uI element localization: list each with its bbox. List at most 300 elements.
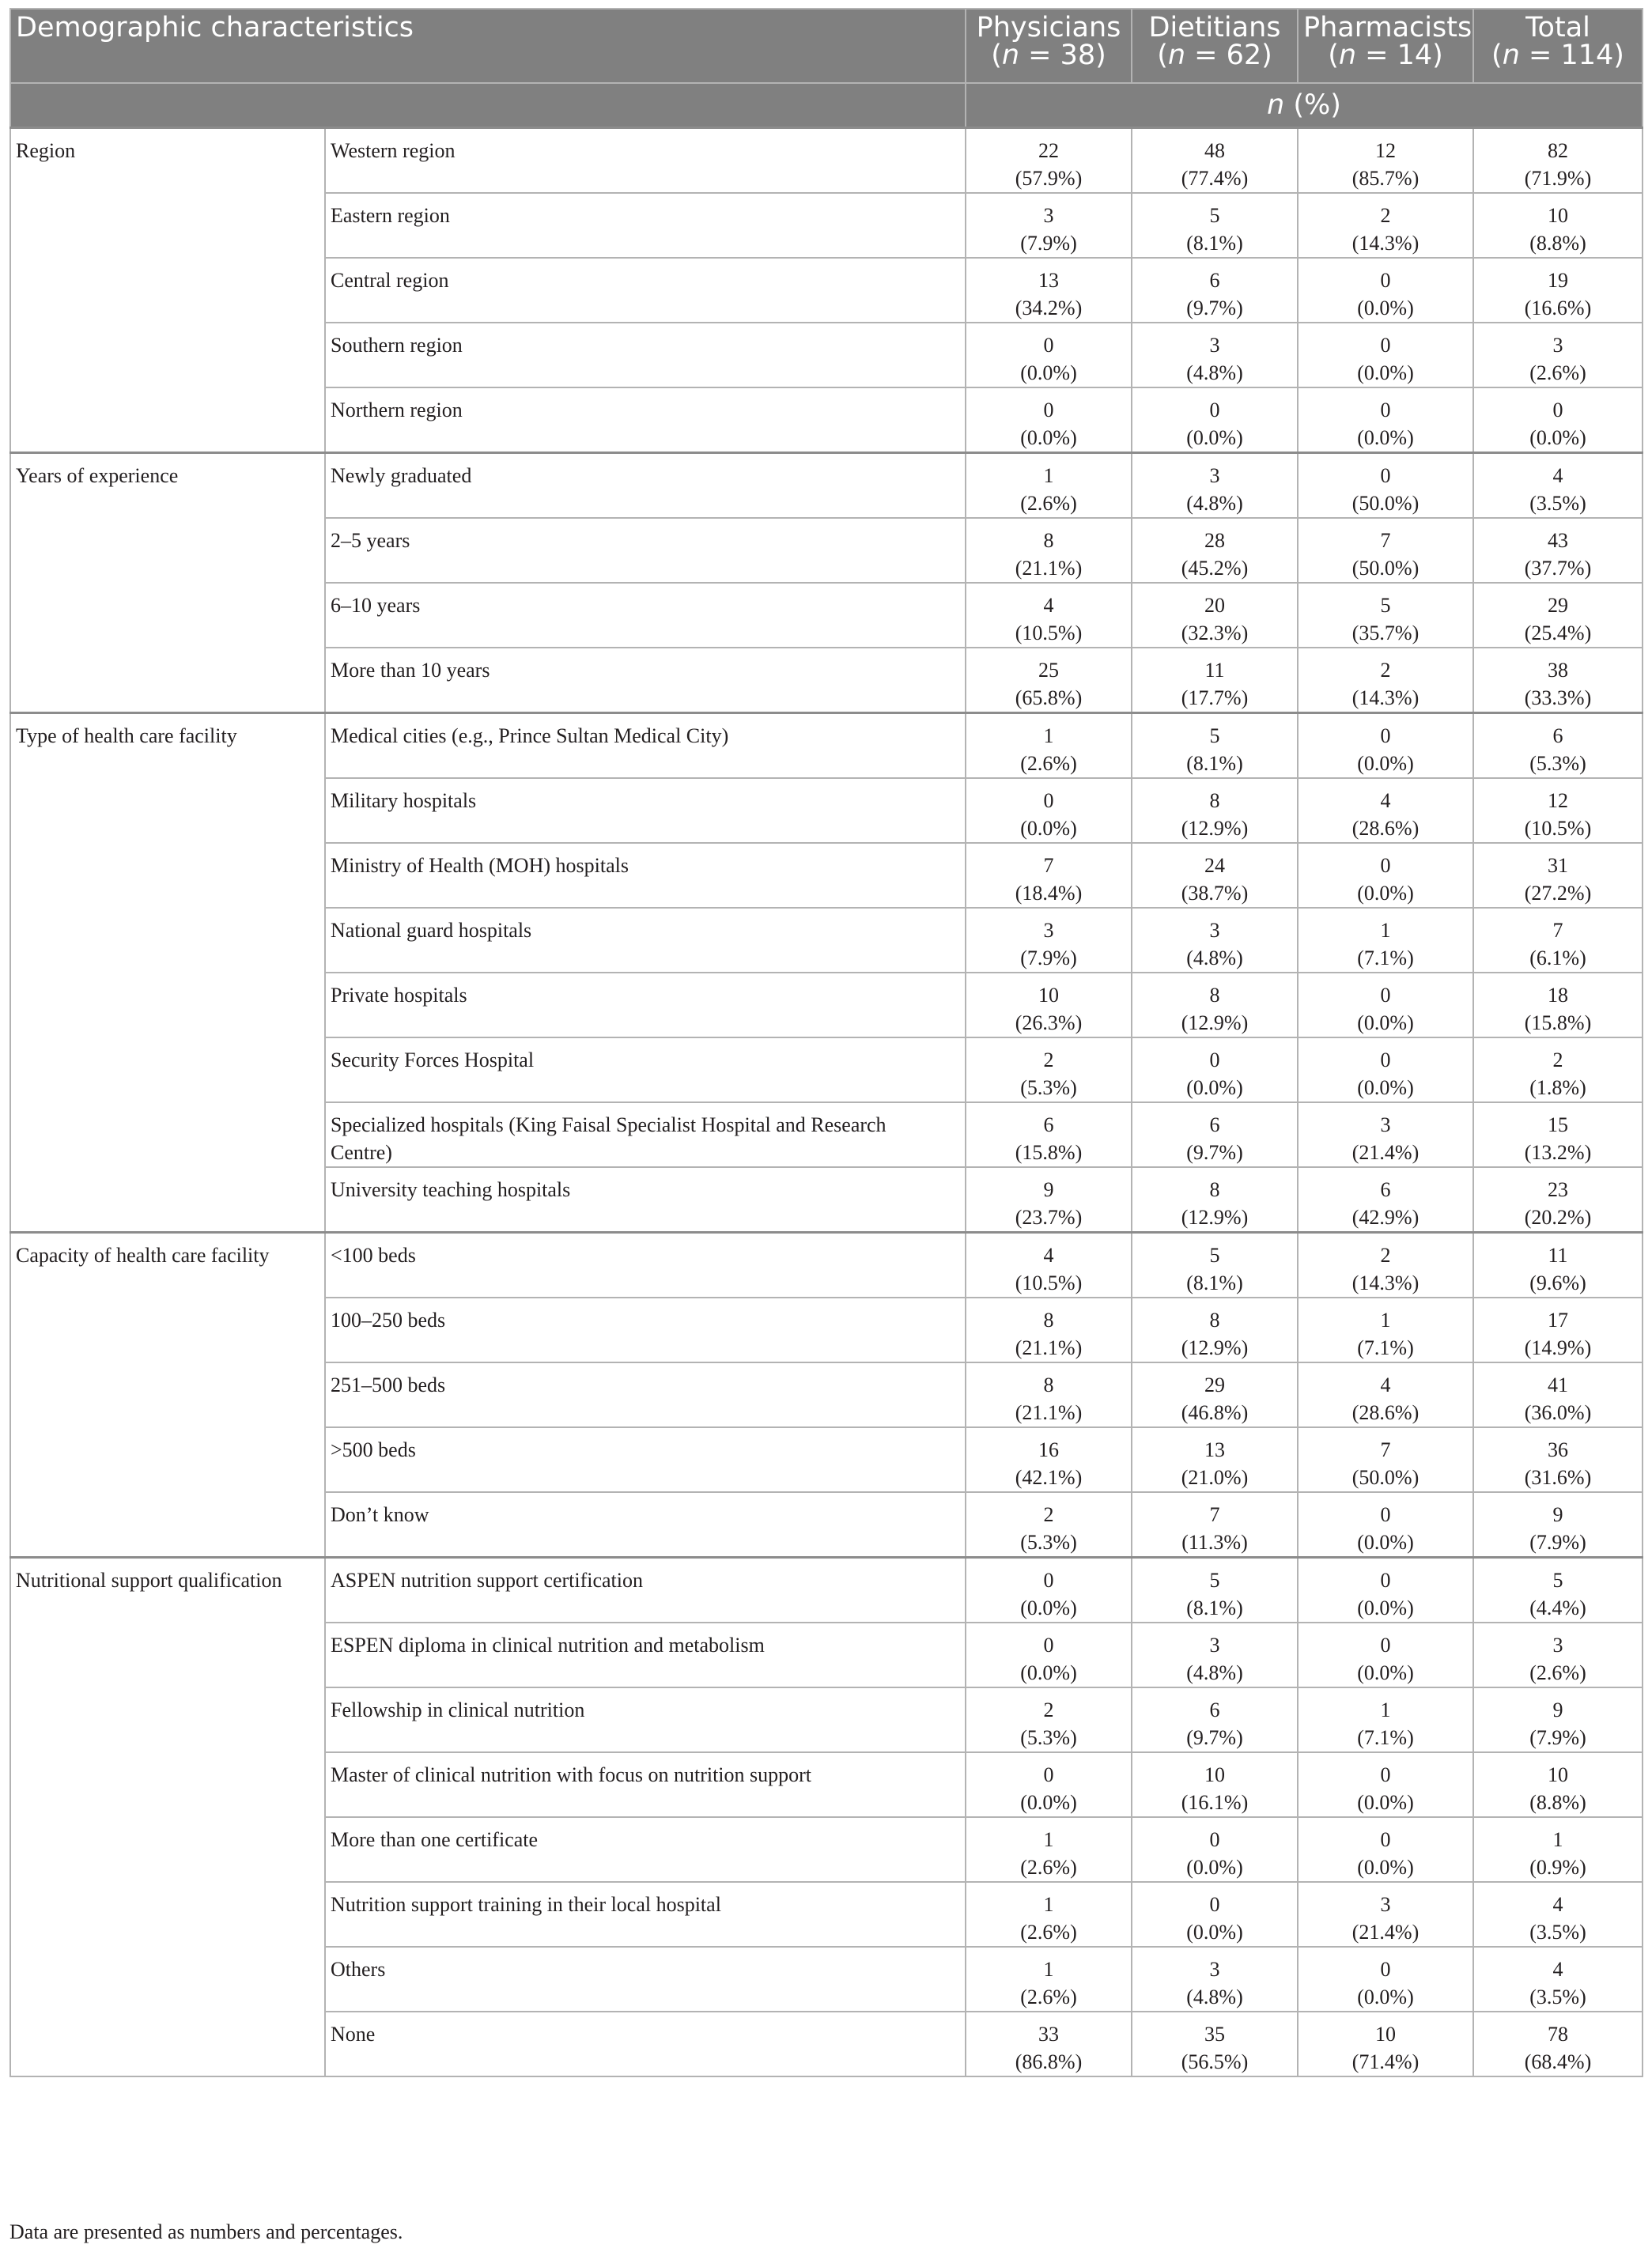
percent-value: (0.0%) — [1357, 297, 1414, 319]
percent-value: (7.1%) — [1357, 1726, 1414, 1749]
row-label: More than one certificate — [325, 1817, 966, 1882]
value-cell — [1132, 1167, 1298, 1233]
row-label: Fellowship in clinical nutrition — [325, 1687, 966, 1752]
count-value: 4 — [1552, 464, 1563, 487]
percent-value: (3.5%) — [1529, 492, 1586, 515]
count-value: 0 — [1043, 1763, 1054, 1786]
table-body — [10, 128, 1643, 2077]
count-value: 2 — [1380, 659, 1391, 682]
value-cell — [966, 258, 1132, 323]
value-cell — [1298, 387, 1473, 453]
percent-value: (0.0%) — [1357, 1531, 1414, 1554]
count-value: 0 — [1209, 1893, 1220, 1916]
percent-value: (33.3%) — [1524, 686, 1592, 709]
count-value: 20 — [1204, 594, 1225, 617]
percent-value: (0.0%) — [1020, 426, 1077, 449]
count-value: 5 — [1209, 724, 1220, 747]
value-cell — [966, 1037, 1132, 1102]
percent-value: (2.6%) — [1529, 1661, 1586, 1684]
percent-value: (0.0%) — [1357, 1791, 1414, 1814]
count-value: 23 — [1548, 1178, 1568, 1201]
percent-value: (86.8%) — [1015, 2050, 1083, 2073]
percent-value: (37.7%) — [1524, 557, 1592, 580]
percent-value: (5.3%) — [1529, 752, 1586, 775]
row-label: Don’t know — [325, 1492, 966, 1558]
count-value: 29 — [1548, 594, 1568, 617]
value-cell — [966, 323, 1132, 387]
value-cell — [1298, 518, 1473, 583]
percent-value: (15.8%) — [1015, 1141, 1083, 1164]
percent-value: (2.6%) — [1020, 492, 1077, 515]
value-cell — [966, 1558, 1132, 1623]
count-value: 8 — [1043, 1373, 1054, 1396]
percent-value: (56.5%) — [1181, 2050, 1249, 2073]
value-cell — [966, 1623, 1132, 1687]
value-cell — [1473, 583, 1643, 648]
count-value: 3 — [1552, 1634, 1563, 1657]
value-cell — [966, 1947, 1132, 2012]
value-cell — [1473, 1558, 1643, 1623]
percent-value: (0.0%) — [1357, 426, 1414, 449]
percent-value: (77.4%) — [1181, 167, 1249, 190]
count-value: 28 — [1204, 529, 1225, 552]
value-cell — [1298, 1492, 1473, 1558]
value-cell — [1473, 1752, 1643, 1817]
percent-value: (10.5%) — [1524, 817, 1592, 840]
count-value: 17 — [1548, 1309, 1568, 1332]
count-value: 16 — [1038, 1438, 1059, 1461]
value-cell — [1473, 387, 1643, 453]
value-cell — [1298, 323, 1473, 387]
count-value: 7 — [1209, 1503, 1220, 1526]
percent-value: (4.8%) — [1186, 361, 1243, 384]
value-cell — [1298, 2012, 1473, 2076]
percent-value: (71.4%) — [1351, 2050, 1420, 2073]
value-cell — [1298, 1167, 1473, 1233]
value-cell — [1473, 453, 1643, 519]
value-cell — [966, 1687, 1132, 1752]
percent-value: (38.7%) — [1181, 882, 1249, 905]
value-cell — [966, 778, 1132, 843]
value-cell — [1473, 2012, 1643, 2076]
percent-value: (65.8%) — [1015, 686, 1083, 709]
row-label: National guard hospitals — [325, 908, 966, 973]
row-label: Military hospitals — [325, 778, 966, 843]
count-value: 1 — [1043, 1893, 1054, 1916]
value-cell — [966, 193, 1132, 258]
percent-value: (0.0%) — [1357, 1986, 1414, 2008]
unit-label: n (%) — [966, 83, 1643, 128]
count-value: 1 — [1380, 1698, 1391, 1721]
count-value: 3 — [1380, 1113, 1391, 1136]
percent-value: (46.8%) — [1181, 1401, 1249, 1424]
value-cell — [966, 1102, 1132, 1167]
count-value: 6 — [1209, 1113, 1220, 1136]
percent-value: (21.4%) — [1351, 1921, 1420, 1944]
value-cell — [1473, 1233, 1643, 1298]
percent-value: (50.0%) — [1351, 557, 1420, 580]
header-physicians: Physicians (n = 38) — [966, 9, 1132, 83]
row-label: Central region — [325, 258, 966, 323]
value-cell — [1473, 128, 1643, 194]
percent-value: (20.2%) — [1524, 1206, 1592, 1229]
value-cell — [1298, 1623, 1473, 1687]
count-value: 8 — [1209, 1178, 1220, 1201]
value-cell — [966, 1298, 1132, 1362]
percent-value: (0.0%) — [1020, 1791, 1077, 1814]
value-cell — [966, 1752, 1132, 1817]
value-cell — [1132, 1037, 1298, 1102]
table-row — [10, 128, 1643, 194]
percent-value: (12.9%) — [1181, 1011, 1249, 1034]
value-cell — [966, 1362, 1132, 1427]
value-cell — [1473, 1687, 1643, 1752]
count-value: 0 — [1380, 1828, 1391, 1851]
count-value: 3 — [1552, 334, 1563, 357]
value-cell — [1473, 193, 1643, 258]
count-value: 3 — [1209, 919, 1220, 942]
value-cell — [1473, 518, 1643, 583]
percent-value: (32.3%) — [1181, 622, 1249, 644]
table-row — [10, 453, 1643, 519]
value-cell — [1132, 1752, 1298, 1817]
percent-value: (7.1%) — [1357, 947, 1414, 969]
percent-value: (28.6%) — [1351, 1401, 1420, 1424]
percent-value: (4.4%) — [1529, 1596, 1586, 1619]
percent-value: (12.9%) — [1181, 1206, 1249, 1229]
value-cell — [1473, 323, 1643, 387]
percent-value: (4.8%) — [1186, 1661, 1243, 1684]
count-value: 0 — [1380, 269, 1391, 292]
count-value: 5 — [1209, 1244, 1220, 1267]
row-label: More than 10 years — [325, 648, 966, 713]
row-label: Private hospitals — [325, 973, 966, 1037]
percent-value: (0.0%) — [1357, 1076, 1414, 1099]
value-cell — [1473, 1298, 1643, 1362]
count-value: 3 — [1209, 1634, 1220, 1657]
row-label: ESPEN diploma in clinical nutrition and metabolism — [325, 1623, 966, 1687]
percent-value: (26.3%) — [1015, 1011, 1083, 1034]
count-value: 0 — [1380, 1763, 1391, 1786]
count-value: 9 — [1552, 1503, 1563, 1526]
count-value: 25 — [1038, 659, 1059, 682]
count-value: 6 — [1552, 724, 1563, 747]
count-value: 0 — [1043, 789, 1054, 812]
row-label: Nutrition support training in their local hospital — [325, 1882, 966, 1947]
value-cell — [1132, 1558, 1298, 1623]
count-value: 0 — [1380, 334, 1391, 357]
count-value: 7 — [1552, 919, 1563, 942]
count-value: 7 — [1043, 854, 1054, 877]
value-cell — [1132, 387, 1298, 453]
count-value: 29 — [1204, 1373, 1225, 1396]
count-value: 11 — [1548, 1244, 1568, 1267]
value-cell — [1473, 843, 1643, 908]
percent-value: (13.2%) — [1524, 1141, 1592, 1164]
percent-value: (45.2%) — [1181, 557, 1249, 580]
count-value: 2 — [1043, 1698, 1054, 1721]
percent-value: (50.0%) — [1351, 1466, 1420, 1489]
percent-value: (9.7%) — [1186, 297, 1243, 319]
column-name: Physicians — [976, 12, 1121, 43]
table-row — [10, 1558, 1643, 1623]
header-total: Total (n = 114) — [1473, 9, 1643, 83]
value-cell — [1298, 1102, 1473, 1167]
count-value: 2 — [1552, 1049, 1563, 1071]
value-cell — [1132, 323, 1298, 387]
value-cell — [1132, 453, 1298, 519]
row-label: Medical cities (e.g., Prince Sultan Medical City) — [325, 713, 966, 779]
row-label: Ministry of Health (MOH) hospitals — [325, 843, 966, 908]
count-value: 10 — [1548, 204, 1568, 227]
value-cell — [966, 1492, 1132, 1558]
count-value: 0 — [1380, 724, 1391, 747]
count-value: 0 — [1380, 1958, 1391, 1981]
count-value: 0 — [1380, 1049, 1391, 1071]
row-label: None — [325, 2012, 966, 2076]
percent-value: (7.9%) — [1529, 1726, 1586, 1749]
value-cell — [966, 518, 1132, 583]
value-cell — [966, 387, 1132, 453]
row-label: Northern region — [325, 387, 966, 453]
column-name: Pharmacists — [1303, 12, 1472, 43]
count-value: 6 — [1380, 1178, 1391, 1201]
value-cell — [1473, 1882, 1643, 1947]
value-cell — [1132, 648, 1298, 713]
percent-value: (8.8%) — [1529, 232, 1586, 255]
value-cell — [1298, 778, 1473, 843]
value-cell — [1132, 1102, 1298, 1167]
count-value: 5 — [1552, 1569, 1563, 1592]
count-value: 6 — [1209, 1698, 1220, 1721]
percent-value: (0.0%) — [1357, 882, 1414, 905]
value-cell — [1473, 1102, 1643, 1167]
percent-value: (7.9%) — [1529, 1531, 1586, 1554]
value-cell — [1132, 843, 1298, 908]
value-cell — [1298, 908, 1473, 973]
value-cell — [1298, 713, 1473, 779]
value-cell — [966, 908, 1132, 973]
count-value: 12 — [1375, 139, 1396, 162]
count-value: 5 — [1209, 204, 1220, 227]
count-value: 8 — [1209, 1309, 1220, 1332]
count-value: 1 — [1380, 919, 1391, 942]
count-value: 3 — [1209, 334, 1220, 357]
group-label: Capacity of health care facility — [10, 1233, 325, 1558]
row-label: Newly graduated — [325, 453, 966, 519]
count-value: 11 — [1204, 659, 1225, 682]
count-value: 1 — [1043, 1828, 1054, 1851]
count-value: 0 — [1209, 399, 1220, 421]
count-value: 0 — [1209, 1828, 1220, 1851]
value-cell — [966, 843, 1132, 908]
count-value: 2 — [1043, 1503, 1054, 1526]
percent-value: (42.1%) — [1015, 1466, 1083, 1489]
count-value: 3 — [1209, 1958, 1220, 1981]
count-value: 0 — [1380, 984, 1391, 1007]
percent-value: (2.6%) — [1020, 1921, 1077, 1944]
value-cell — [1298, 648, 1473, 713]
percent-value: (2.6%) — [1529, 361, 1586, 384]
count-value: 19 — [1548, 269, 1568, 292]
value-cell — [1298, 128, 1473, 194]
value-cell — [1473, 1623, 1643, 1687]
percent-value: (21.1%) — [1015, 1336, 1083, 1359]
percent-value: (9.7%) — [1186, 1141, 1243, 1164]
value-cell — [1132, 518, 1298, 583]
percent-value: (0.0%) — [1357, 1011, 1414, 1034]
row-label: <100 beds — [325, 1233, 966, 1298]
percent-value: (14.3%) — [1351, 686, 1420, 709]
percent-value: (0.0%) — [1357, 361, 1414, 384]
percent-value: (0.0%) — [1020, 1596, 1077, 1619]
count-value: 12 — [1548, 789, 1568, 812]
percent-value: (5.3%) — [1020, 1076, 1077, 1099]
count-value: 3 — [1043, 919, 1054, 942]
table-header — [10, 9, 1643, 128]
percent-value: (2.6%) — [1020, 752, 1077, 775]
value-cell — [1473, 258, 1643, 323]
count-value: 13 — [1204, 1438, 1225, 1461]
count-value: 41 — [1548, 1373, 1568, 1396]
table-row — [10, 713, 1643, 779]
percent-value: (12.9%) — [1181, 817, 1249, 840]
count-value: 1 — [1043, 1958, 1054, 1981]
value-cell — [1132, 1298, 1298, 1362]
count-value: 38 — [1548, 659, 1568, 682]
value-cell — [1298, 1037, 1473, 1102]
percent-value: (7.9%) — [1020, 232, 1077, 255]
value-cell — [1298, 843, 1473, 908]
value-cell — [966, 128, 1132, 194]
percent-value: (85.7%) — [1351, 167, 1420, 190]
header-pharmacists: Pharmacists (n = 14) — [1298, 9, 1473, 83]
count-value: 7 — [1380, 529, 1391, 552]
value-cell — [1473, 1362, 1643, 1427]
value-cell — [1473, 648, 1643, 713]
row-label: 251–500 beds — [325, 1362, 966, 1427]
percent-value: (4.8%) — [1186, 1986, 1243, 2008]
count-value: 0 — [1043, 1569, 1054, 1592]
count-value: 2 — [1380, 204, 1391, 227]
value-cell — [1473, 778, 1643, 843]
value-cell — [1473, 713, 1643, 779]
row-label: Master of clinical nutrition with focus on nutrition support — [325, 1752, 966, 1817]
count-value: 0 — [1380, 1569, 1391, 1592]
percent-value: (9.6%) — [1529, 1271, 1586, 1294]
percent-value: (7.9%) — [1020, 947, 1077, 969]
percent-value: (35.7%) — [1351, 622, 1420, 644]
percent-value: (3.5%) — [1529, 1921, 1586, 1944]
value-cell — [1298, 1233, 1473, 1298]
value-cell — [1132, 713, 1298, 779]
percent-value: (0.0%) — [1186, 1856, 1243, 1879]
row-label: ASPEN nutrition support certification — [325, 1558, 966, 1623]
percent-value: (42.9%) — [1351, 1206, 1420, 1229]
percent-value: (0.0%) — [1357, 752, 1414, 775]
percent-value: (9.7%) — [1186, 1726, 1243, 1749]
count-value: 4 — [1043, 594, 1054, 617]
row-label: 100–250 beds — [325, 1298, 966, 1362]
count-value: 0 — [1043, 334, 1054, 357]
value-cell — [1132, 1817, 1298, 1882]
percent-value: (8.1%) — [1186, 1596, 1243, 1619]
percent-value: (5.3%) — [1020, 1726, 1077, 1749]
percent-value: (0.0%) — [1020, 361, 1077, 384]
count-value: 1 — [1380, 1309, 1391, 1332]
count-value: 43 — [1548, 529, 1568, 552]
percent-value: (4.8%) — [1186, 947, 1243, 969]
percent-value: (68.4%) — [1524, 2050, 1592, 2073]
value-cell — [1132, 778, 1298, 843]
percent-value: (4.8%) — [1186, 492, 1243, 515]
count-value: 10 — [1548, 1763, 1568, 1786]
count-value: 6 — [1209, 269, 1220, 292]
percent-value: (21.1%) — [1015, 557, 1083, 580]
percent-value: (11.3%) — [1181, 1531, 1248, 1554]
value-cell — [1473, 1167, 1643, 1233]
header-row — [10, 9, 1643, 83]
value-cell — [1298, 1882, 1473, 1947]
count-value: 3 — [1209, 464, 1220, 487]
count-value: 8 — [1209, 789, 1220, 812]
percent-value: (23.7%) — [1015, 1206, 1083, 1229]
footnote: Data are presented as numbers and percentages. — [9, 2220, 403, 2243]
value-cell — [966, 1882, 1132, 1947]
value-cell — [966, 713, 1132, 779]
count-value: 4 — [1552, 1958, 1563, 1981]
percent-value: (16.1%) — [1181, 1791, 1249, 1814]
count-value: 0 — [1552, 399, 1563, 421]
percent-value: (10.5%) — [1015, 622, 1083, 644]
percent-value: (8.1%) — [1186, 1271, 1243, 1294]
percent-value: (0.0%) — [1186, 1921, 1243, 1944]
count-value: 9 — [1552, 1698, 1563, 1721]
value-cell — [1298, 973, 1473, 1037]
value-cell — [1132, 1623, 1298, 1687]
row-label: Specialized hospitals (King Faisal Specialist Hospital and Research Centre) — [325, 1102, 966, 1167]
percent-value: (50.0%) — [1351, 492, 1420, 515]
value-cell — [1473, 973, 1643, 1037]
count-value: 3 — [1380, 1893, 1391, 1916]
count-value: 4 — [1043, 1244, 1054, 1267]
row-label: University teaching hospitals — [325, 1167, 966, 1233]
count-value: 13 — [1038, 269, 1059, 292]
percent-value: (0.0%) — [1020, 817, 1077, 840]
value-cell — [1132, 1362, 1298, 1427]
count-value: 1 — [1043, 464, 1054, 487]
value-cell — [1132, 1492, 1298, 1558]
value-cell — [1298, 258, 1473, 323]
percent-value: (6.1%) — [1529, 947, 1586, 969]
value-cell — [1473, 1037, 1643, 1102]
count-value: 10 — [1375, 2023, 1396, 2046]
value-cell — [1298, 193, 1473, 258]
count-value: 15 — [1548, 1113, 1568, 1136]
row-label: >500 beds — [325, 1427, 966, 1492]
count-value: 9 — [1043, 1178, 1054, 1201]
row-label: 6–10 years — [325, 583, 966, 648]
value-cell — [1298, 1687, 1473, 1752]
count-value: 0 — [1380, 1503, 1391, 1526]
value-cell — [1132, 1427, 1298, 1492]
row-label: Eastern region — [325, 193, 966, 258]
percent-value: (71.9%) — [1524, 167, 1592, 190]
percent-value: (5.3%) — [1020, 1531, 1077, 1554]
value-cell — [966, 1233, 1132, 1298]
percent-value: (16.6%) — [1524, 297, 1592, 319]
count-value: 8 — [1209, 984, 1220, 1007]
